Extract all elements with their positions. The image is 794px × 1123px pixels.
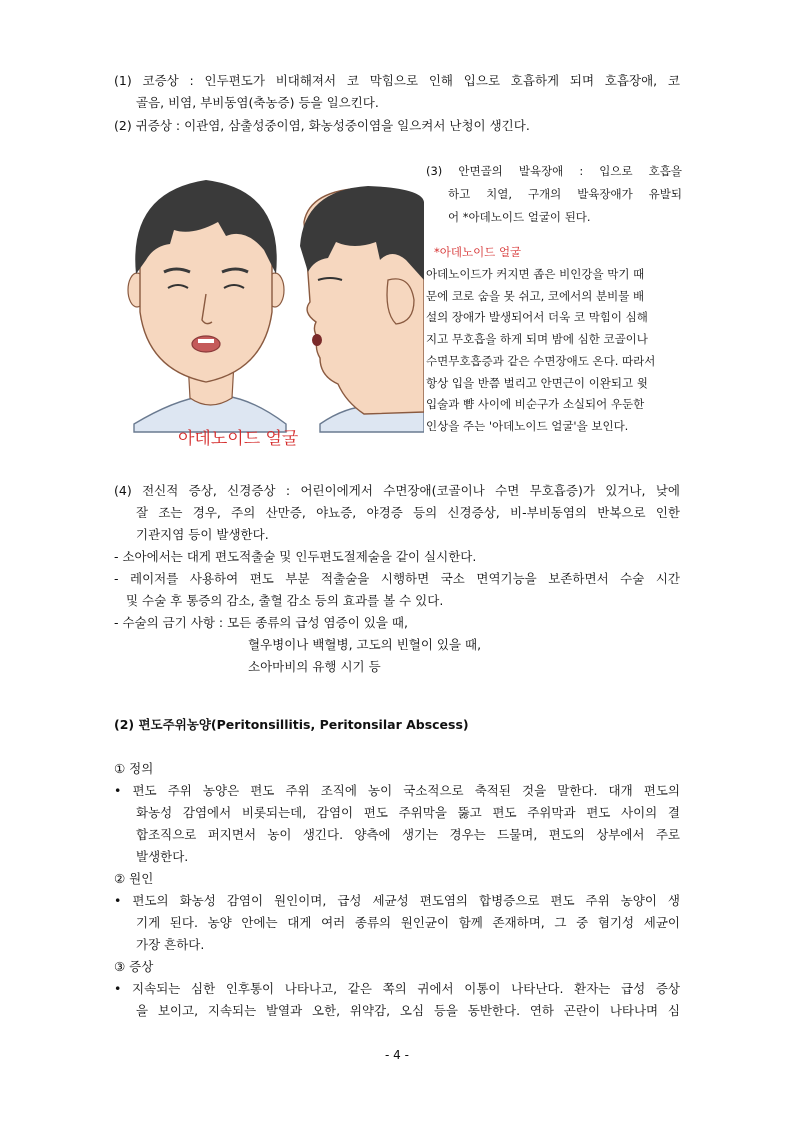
dash-3-line-2: 혈우병이나 백혈병, 고도의 빈혈이 있을 때, <box>248 637 482 652</box>
item-1-line-1: (1) 코증상 : 인두편도가 비대해져서 코 막힘으로 인해 입으로 호흡하게 되며 호흡장애, 코 <box>114 73 680 88</box>
item-4-line-3: 기관지염 등이 발생한다. <box>136 527 269 542</box>
item-4-line-2: 잘 조는 경우, 주의 산만증, 야뇨증, 야경증 등의 신경증상, 비-부비동염의 반복으로 인한 <box>136 505 680 520</box>
symptom-line-1: • 지속되는 심한 인후통이 나타나고, 같은 쪽의 귀에서 이통이 나타난다. 환자는 급성 증상 <box>114 981 680 996</box>
adenoid-description-line: 인상을 주는 '아데노이드 얼굴'을 보인다. <box>426 418 629 433</box>
adenoid-description-line: 입술과 뺨 사이에 비순구가 소실되어 우둔한 <box>426 397 645 412</box>
item-1-line-2: 골음, 비염, 부비동염(축농증) 등을 일으킨다. <box>136 95 379 110</box>
side-profile-drawing <box>300 186 424 432</box>
definition-line-2: 화농성 감염에서 비롯되는데, 감염이 편도 주위막을 뚫고 편도 주위막과 편도 사이의 결 <box>136 805 680 820</box>
cause-line-3: 가장 흔하다. <box>136 937 205 952</box>
definition-line-1: • 편도 주위 농양은 편도 주위 조직에 농이 국소적으로 축적된 것을 말한다. 대개 편도의 <box>114 783 680 798</box>
cause-line-1: • 편도의 화농성 감염이 원인이며, 급성 세균성 편도염의 합병증으로 편도 주위 농양이 생 <box>114 893 680 908</box>
dash-2-line-2: 및 수술 후 통증의 감소, 출혈 감소 등의 효과를 볼 수 있다. <box>126 593 444 608</box>
adenoid-face-heading: *아데노이드 얼굴 <box>434 245 522 259</box>
cause-line-2: 기게 된다. 농양 안에는 대게 여러 종류의 원인균이 함께 존재하며, 그 중 혐기성 세균이 <box>136 915 680 930</box>
definition-line-4: 발생한다. <box>136 849 189 864</box>
figure-caption: 아데노이드 얼굴 <box>178 429 299 449</box>
dash-3-line-1: - 수술의 금기 사항 : 모든 종류의 급성 염증이 있을 때, <box>114 615 408 630</box>
adenoid-description-line: 수면무호흡증과 같은 수면장애도 온다. 따라서 <box>426 353 656 368</box>
adenoid-description-line: 아데노이드가 커지면 좁은 비인강을 막기 때 <box>426 267 645 281</box>
cause-title: ② 원인 <box>114 871 154 886</box>
definition-line-3: 합조직으로 퍼지면서 농이 생긴다. 양측에 생기는 경우는 드물며, 편도의 상부에서 주로 <box>136 827 680 842</box>
item-3-line-3: 어 *아데노이드 얼굴이 된다. <box>448 210 591 224</box>
symptom-line-2: 을 보이고, 지속되는 발열과 오한, 위약감, 오심 등을 동반한다. 연하 곤란이 나타나며 심 <box>136 1003 680 1018</box>
item-3-line-2: 하고 치열, 구개의 발육장애가 유발되 <box>448 187 682 201</box>
adenoid-description-line: 항상 입을 반쯤 벌리고 안면근이 이완되고 윗 <box>426 375 648 390</box>
adenoid-description-line: 지고 무호흡을 하게 되며 밤에 심한 코골이나 <box>426 332 648 347</box>
page-number: - 4 - <box>385 1048 409 1062</box>
adenoid-description-line: 설의 장애가 발생되어서 더욱 코 막힘이 심해 <box>426 310 648 325</box>
dash-3-line-3: 소아마비의 유행 시기 등 <box>248 659 381 674</box>
item-2: (2) 귀증상 : 이관염, 삼출성중이염, 화농성중이염을 일으켜서 난청이 생긴다. <box>114 118 530 133</box>
adenoid-description-line: 문에 코로 숨을 못 쉬고, 코에서의 분비물 배 <box>426 288 645 303</box>
dash-2-line-1: - 레이저를 사용하여 편도 부분 적출술을 시행하면 국소 면역기능을 보존하면서 수술 시간 <box>114 571 680 586</box>
definition-title: ① 정의 <box>114 761 154 776</box>
item-4-line-1: (4) 전신적 증상, 신경증상 : 어린이에게서 수면장애(코골이나 수면 무호흡증)가 있거나, 낮에 <box>114 483 680 498</box>
section-2-heading: (2) 편도주위농양(Peritonsillitis, Peritonsilar Abscess) <box>114 717 469 732</box>
front-face-drawing <box>128 180 286 432</box>
adenoid-face-illustration <box>114 162 424 462</box>
item-3-line-1: (3) 안면골의 발육장애 : 입으로 호흡을 <box>426 164 682 178</box>
dash-1: - 소아에서는 대게 편도적출술 및 인두편도절제술을 같이 실시한다. <box>114 549 477 564</box>
symptom-title: ③ 증상 <box>114 959 154 974</box>
